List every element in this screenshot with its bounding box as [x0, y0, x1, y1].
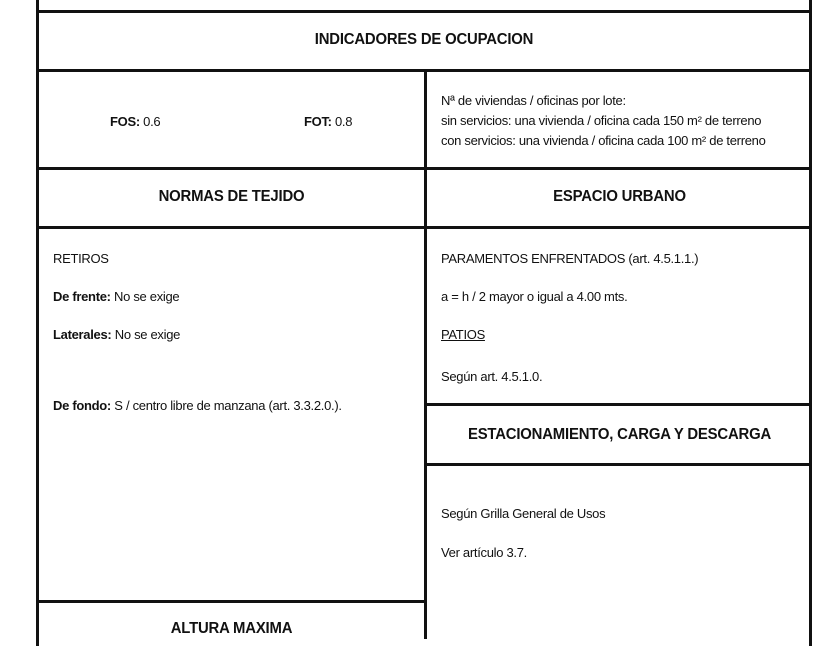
espacio-title: ESPACIO URBANO — [553, 188, 686, 205]
viviendas-line-3: con servicios: una vivienda / oficina cada 100 m² de terreno — [441, 133, 766, 148]
estacionamiento-line-2: Ver artículo 3.7. — [441, 545, 527, 560]
retiro-fondo — [53, 398, 342, 413]
formula-text: a = h / 2 mayor o igual a 4.00 mts. — [441, 289, 628, 304]
rule-estacionamiento-top — [424, 403, 812, 406]
paramentos-text: PARAMENTOS ENFRENTADOS (art. 4.5.1.1.) — [441, 251, 699, 266]
retiro-frente — [53, 289, 179, 304]
viviendas-line-1: Nª de viviendas / oficinas por lote: — [441, 93, 626, 108]
frente-label: De frente: — [53, 289, 111, 304]
fot-label: FOT: — [304, 114, 332, 129]
patios-reference: Según art. 4.5.1.0. — [441, 369, 543, 384]
estacionamiento-title: ESTACIONAMIENTO, CARGA Y DESCARGA — [467, 426, 772, 443]
fos-label: FOS: — [110, 114, 140, 129]
fos-indicator — [110, 114, 160, 129]
viviendas-line-2: sin servicios: una vivienda / oficina cada 150 m² de terreno — [441, 113, 762, 128]
fot-indicator — [304, 114, 352, 129]
fondo-label: De fondo: — [53, 398, 111, 413]
rule-center-vertical — [424, 69, 427, 639]
ocupacion-title: INDICADORES DE OCUPACION — [314, 31, 534, 48]
altura-title: ALTURA MAXIMA — [170, 620, 293, 637]
fot-value: 0.8 — [335, 114, 353, 129]
laterales-label: Laterales: — [53, 327, 112, 342]
tejido-title: NORMAS DE TEJIDO — [158, 188, 305, 205]
rule-top — [36, 10, 812, 13]
rule-estacionamiento-bottom — [424, 463, 812, 466]
rule-altura-top — [36, 600, 427, 603]
frente-value: No se exige — [114, 289, 180, 304]
estacionamiento-line-1: Según Grilla General de Usos — [441, 506, 606, 521]
laterales-value: No se exige — [114, 327, 181, 342]
patios-heading: PATIOS — [441, 327, 485, 342]
retiro-laterales — [53, 327, 180, 342]
retiros-heading: RETIROS — [53, 251, 109, 266]
fos-value: 0.6 — [143, 114, 161, 129]
fondo-value: S / centro libre de manzana (art. 3.3.2.0.). — [114, 398, 342, 413]
